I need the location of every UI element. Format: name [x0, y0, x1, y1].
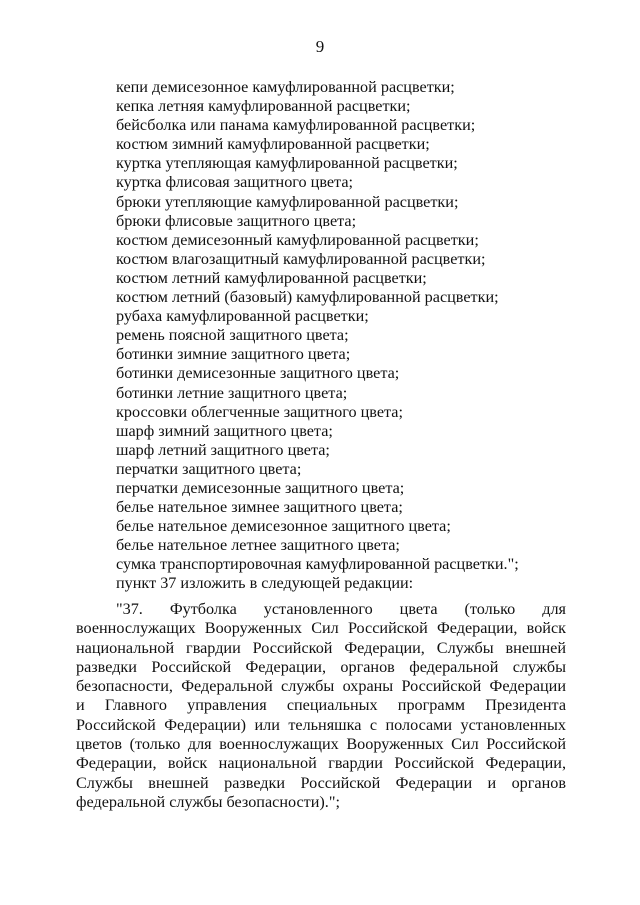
list-item: ремень поясной защитного цвета;: [116, 326, 349, 345]
list-item: костюм демисезонный камуфлированной расцветки;: [116, 230, 479, 249]
list-item: куртка утепляющая камуфлированной расцветки;: [116, 154, 458, 173]
list-item: белье нательное демисезонное защитного цвета;: [116, 517, 451, 536]
list-item: куртка флисовая защитного цвета;: [116, 173, 354, 192]
list-item: костюм летний камуфлированной расцветки;: [116, 268, 427, 287]
paragraph-line: "37. Футболка установленного цвета (только для: [116, 600, 566, 618]
list-item: шарф зимний защитного цвета;: [116, 421, 333, 440]
paragraph-line: военнослужащих Вооруженных Сил Российской Федерации, войск: [76, 619, 566, 638]
paragraph-line: цветов (только для военнослужащих Вооруженных Сил Российской: [76, 735, 566, 754]
list-item: шарф летний защитного цвета;: [116, 440, 330, 459]
list-item: перчатки защитного цвета;: [116, 459, 302, 478]
list-item: ботинки летние защитного цвета;: [116, 383, 348, 402]
amendment-instruction: пункт 37 изложить в следующей редакции:: [116, 574, 414, 593]
paragraph-line: безопасности, Федеральной службы охраны Российской Федерации: [76, 677, 566, 696]
paragraph-line: национальной гвардии Российской Федерации, Службы внешней: [76, 638, 566, 657]
paragraph-line: и Главного управления специальных программ Президента: [76, 696, 566, 715]
list-item: ботинки демисезонные защитного цвета;: [116, 364, 400, 383]
list-item: кроссовки облегченные защитного цвета;: [116, 402, 403, 421]
paragraph-line: разведки Российской Федерации, органов федеральной службы: [76, 657, 566, 676]
list-item: костюм зимний камуфлированной расцветки;: [116, 135, 430, 154]
paragraph-line: федеральной службы безопасности).";: [76, 792, 340, 811]
paragraph-line: Российской Федерации) или тельняшка с полосами установленных: [76, 715, 566, 734]
list-item: костюм влагозащитный камуфлированной расцветки;: [116, 249, 486, 268]
list-item: костюм летний (базовый) камуфлированной расцветки;: [116, 288, 499, 307]
list-item: брюки флисовые защитного цвета;: [116, 211, 357, 230]
page-number: 9: [315, 37, 325, 56]
paragraph-line: Службы внешней разведки Российской Федерации и органов: [76, 773, 566, 792]
list-item: брюки утепляющие камуфлированной расцветки;: [116, 192, 459, 211]
list-item: ботинки зимние защитного цвета;: [116, 345, 351, 364]
list-item: белье нательное зимнее защитного цвета;: [116, 498, 403, 517]
list-item: кепи демисезонное камуфлированной расцветки;: [116, 78, 455, 96]
list-item: рубаха камуфлированной расцветки;: [116, 307, 369, 326]
paragraph-line: Федерации, войск национальной гвардии Российской Федерации,: [76, 754, 566, 773]
list-item: бейсболка или панама камуфлированной расцветки;: [116, 116, 476, 135]
list-item: сумка транспортировочная камуфлированной расцветки.";: [116, 555, 519, 574]
clause-37-paragraph: [76, 600, 566, 812]
list-item: белье нательное летнее защитного цвета;: [116, 536, 400, 555]
clothing-item-list: [116, 78, 596, 594]
list-item: перчатки демисезонные защитного цвета;: [116, 478, 405, 497]
list-item: кепка летняя камуфлированной расцветки;: [116, 97, 411, 116]
